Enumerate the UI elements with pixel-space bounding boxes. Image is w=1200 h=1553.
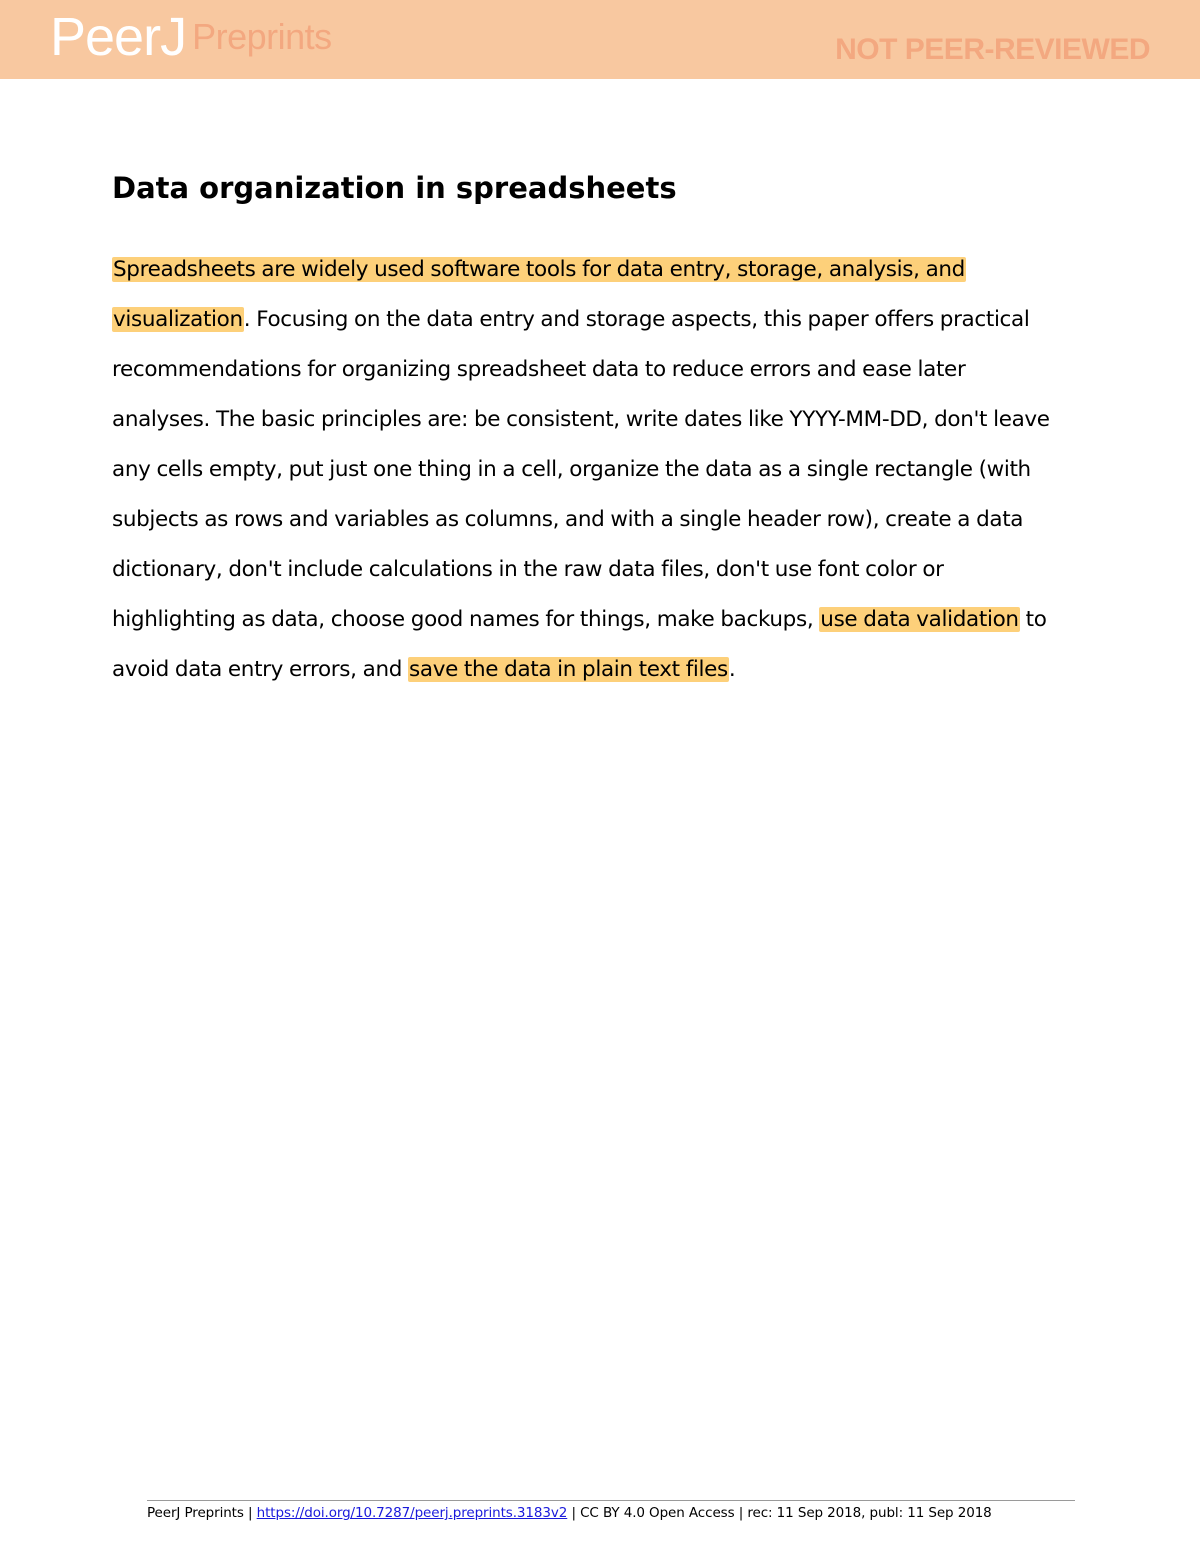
abstract-text: highlighting as data, choose good names for things, make backups, [112, 607, 820, 632]
abstract-line: dictionary, don't include calculations in the raw data files, don't use font color or [112, 557, 944, 582]
review-status-label: NOT PEER-REVIEWED [835, 33, 1150, 66]
doi-link[interactable]: https://doi.org/10.7287/peerj.preprints.3183v2 [256, 1505, 568, 1521]
footer-separator: | [243, 1505, 257, 1521]
page-footer [147, 1500, 1075, 1522]
abstract-text: . [728, 657, 736, 682]
logo-brand: PeerJ [50, 7, 187, 67]
highlighted-text: Spreadsheets are widely used software tools for data entry, storage, analysis, and [113, 257, 965, 282]
abstract-text: to [1019, 607, 1047, 632]
abstract-line: any cells empty, put just one thing in a cell, organize the data as a single rectangle (with [112, 457, 1031, 482]
abstract-line [112, 295, 1162, 345]
abstract-line: subjects as rows and variables as columns, and with a single header row), create a data [112, 507, 1024, 532]
peerj-preprints-logo [50, 6, 332, 70]
footer-license-dates: | CC BY 4.0 Open Access | rec: 11 Sep 2018, publ: 11 Sep 2018 [567, 1505, 992, 1521]
abstract-text: . Focusing on the data entry and storage aspects, this paper offers practical [243, 307, 1030, 332]
abstract-line [112, 645, 1162, 695]
abstract-line: analyses. The basic principles are: be consistent, write dates like YYYY-MM-DD, don't leave [112, 407, 1050, 432]
abstract-text: avoid data entry errors, and [112, 657, 409, 682]
abstract-paragraph [112, 245, 1162, 695]
paper-title: Data organization in spreadsheets [112, 171, 677, 205]
highlighted-text: save the data in plain text files [409, 657, 728, 682]
logo-product: Preprints [192, 16, 332, 57]
highlighted-text: use data validation [820, 607, 1019, 632]
header-banner [0, 0, 1200, 79]
footer-source: PeerJ Preprints [147, 1505, 244, 1521]
highlighted-text: visualization [113, 307, 243, 332]
abstract-line [112, 595, 1162, 645]
abstract-line [112, 245, 1162, 295]
abstract-line: recommendations for organizing spreadsheet data to reduce errors and ease later [112, 357, 966, 382]
